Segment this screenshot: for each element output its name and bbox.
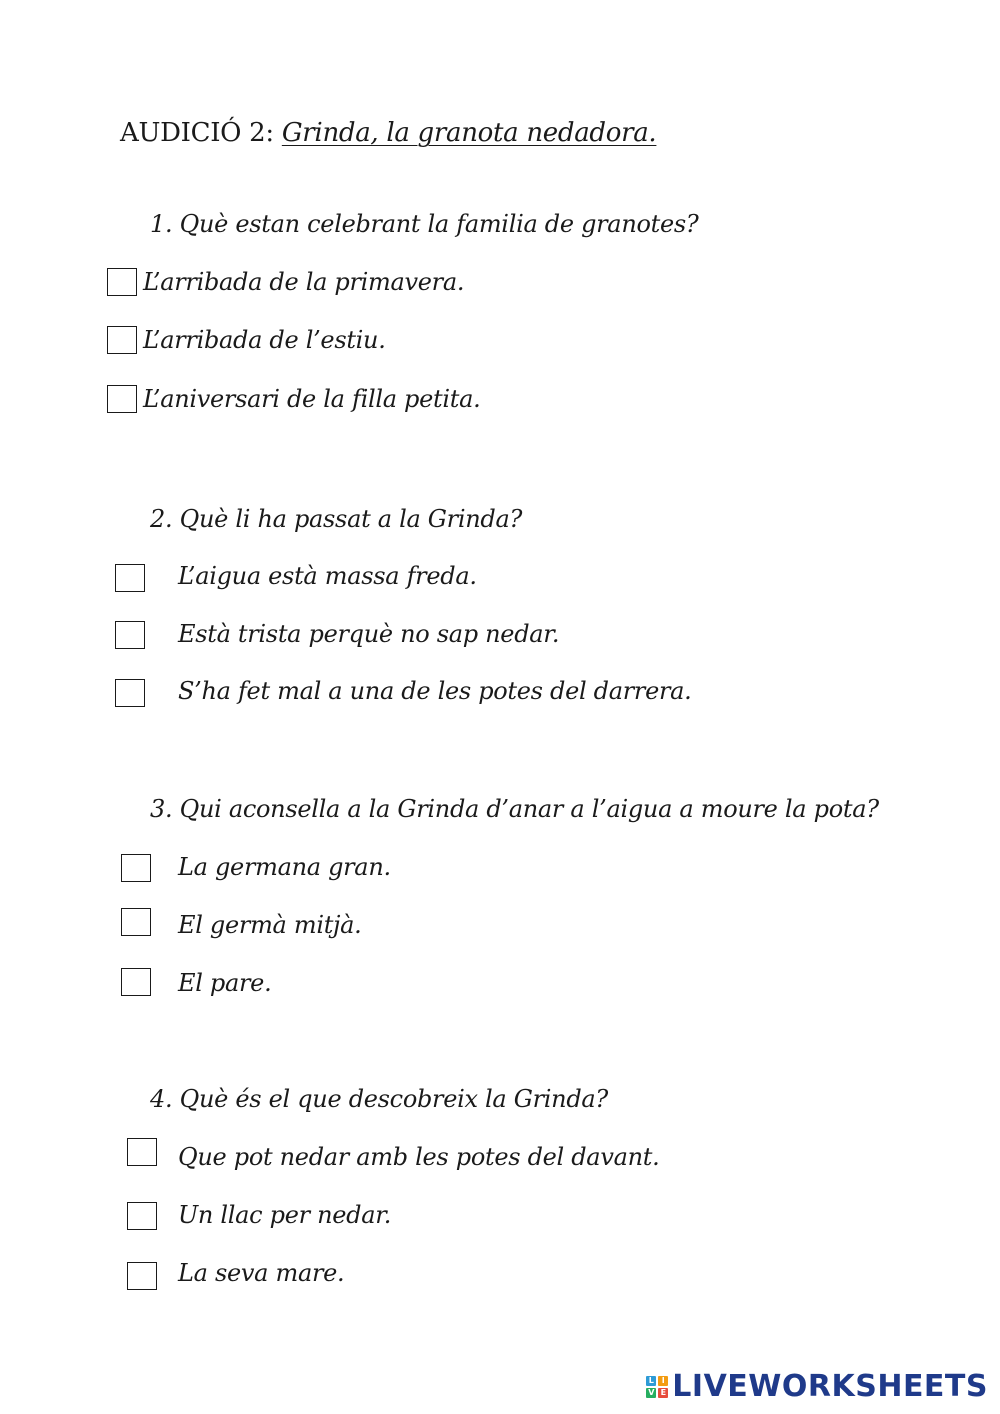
checkbox-q4-option-1[interactable]	[127, 1138, 157, 1166]
option-q4-2: Un llac per nedar.	[178, 1201, 392, 1229]
option-q1-3: L’aniversari de la filla petita.	[143, 385, 481, 413]
checkbox-q3-option-2[interactable]	[121, 908, 151, 936]
option-q2-1: L’aigua està massa freda.	[178, 562, 477, 590]
checkbox-q2-option-3[interactable]	[115, 679, 145, 707]
checkbox-q3-option-3[interactable]	[121, 968, 151, 996]
option-q4-3: La seva mare.	[178, 1259, 345, 1287]
checkbox-q4-option-3[interactable]	[127, 1262, 157, 1290]
logo-tile-v: V	[648, 1387, 655, 1397]
logo-tile-e: E	[658, 1388, 668, 1398]
checkbox-q3-option-1[interactable]	[121, 854, 151, 882]
title-story-name: Grinda, la granota nedadora.	[281, 118, 657, 148]
question-4: 4. Què és el que descobreix la Grinda?	[150, 1085, 608, 1113]
title-prefix: AUDICIÓ 2:	[120, 118, 282, 148]
worksheet-title	[120, 118, 656, 148]
logo-tile-i: I	[658, 1376, 668, 1386]
checkbox-q2-option-1[interactable]	[115, 564, 145, 592]
liveworksheets-wordmark: LIVEWORKSHEETS	[672, 1369, 988, 1404]
question-1: 1. Què estan celebrant la familia de granotes?	[150, 210, 699, 238]
liveworksheets-logo[interactable]	[646, 1369, 988, 1404]
question-2: 2. Què li ha passat a la Grinda?	[150, 505, 523, 533]
option-q3-2: El germà mitjà.	[178, 911, 362, 939]
option-q1-1: L’arribada de la primavera.	[143, 268, 465, 296]
checkbox-q4-option-2[interactable]	[127, 1202, 157, 1230]
option-q3-1: La germana gran.	[178, 853, 391, 881]
option-q3-3: El pare.	[178, 969, 272, 997]
checkbox-q1-option-1[interactable]	[107, 268, 137, 296]
option-q2-2: Està trista perquè no sap nedar.	[178, 620, 560, 648]
checkbox-q2-option-2[interactable]	[115, 621, 145, 649]
option-q4-1: Que pot nedar amb les potes del davant.	[178, 1143, 660, 1171]
logo-tile-l: L	[646, 1376, 656, 1386]
question-3: 3. Qui aconsella a la Grinda d’anar a l’aigua a moure la pota?	[150, 795, 879, 823]
liveworksheets-logo-icon	[646, 1376, 668, 1398]
option-q2-3: S’ha fet mal a una de les potes del darrera.	[178, 677, 692, 705]
option-q1-2: L’arribada de l’estiu.	[143, 326, 386, 354]
checkbox-q1-option-3[interactable]	[107, 385, 137, 413]
checkbox-q1-option-2[interactable]	[107, 326, 137, 354]
